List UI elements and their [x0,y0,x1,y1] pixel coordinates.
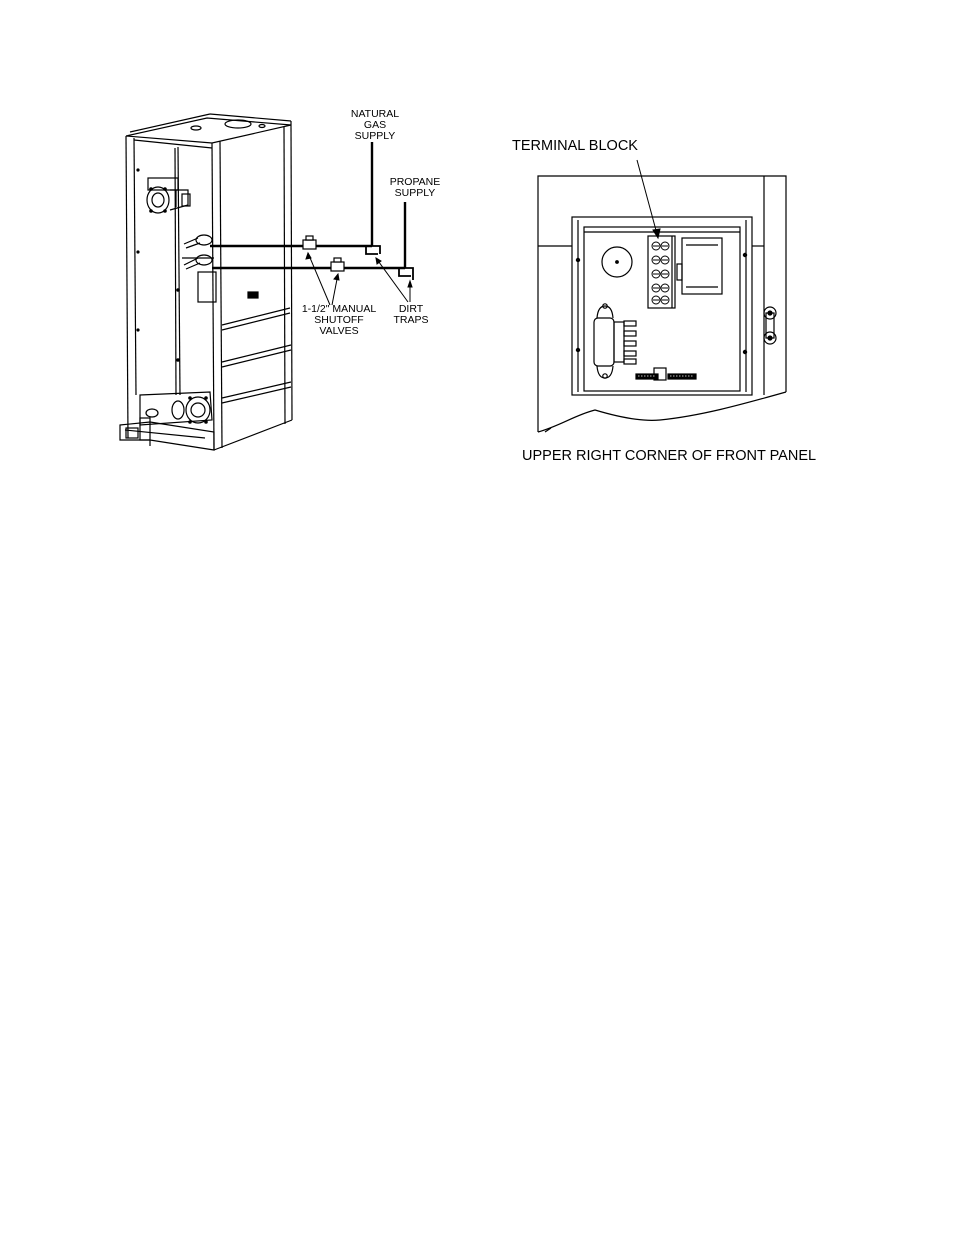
natural-gas-supply-label: NATURAL GAS SUPPLY [350,108,400,143]
shutoff-valve-icons [303,236,344,271]
terminal-block-label: TERMINAL BLOCK [512,138,638,154]
boiler-unit [120,114,292,450]
callout-leaders [306,253,412,305]
front-panel-detail [538,176,786,432]
dirt-traps-label: DIRT TRAPS [393,303,429,327]
terminal-block-leader [637,160,660,238]
propane-supply-label: PROPANE SUPPLY [389,176,441,200]
front-panel-caption: UPPER RIGHT CORNER OF FRONT PANEL [522,448,817,464]
shutoff-valves-label: 1-1/2" MANUAL SHUTOFF VALVES [301,303,377,338]
